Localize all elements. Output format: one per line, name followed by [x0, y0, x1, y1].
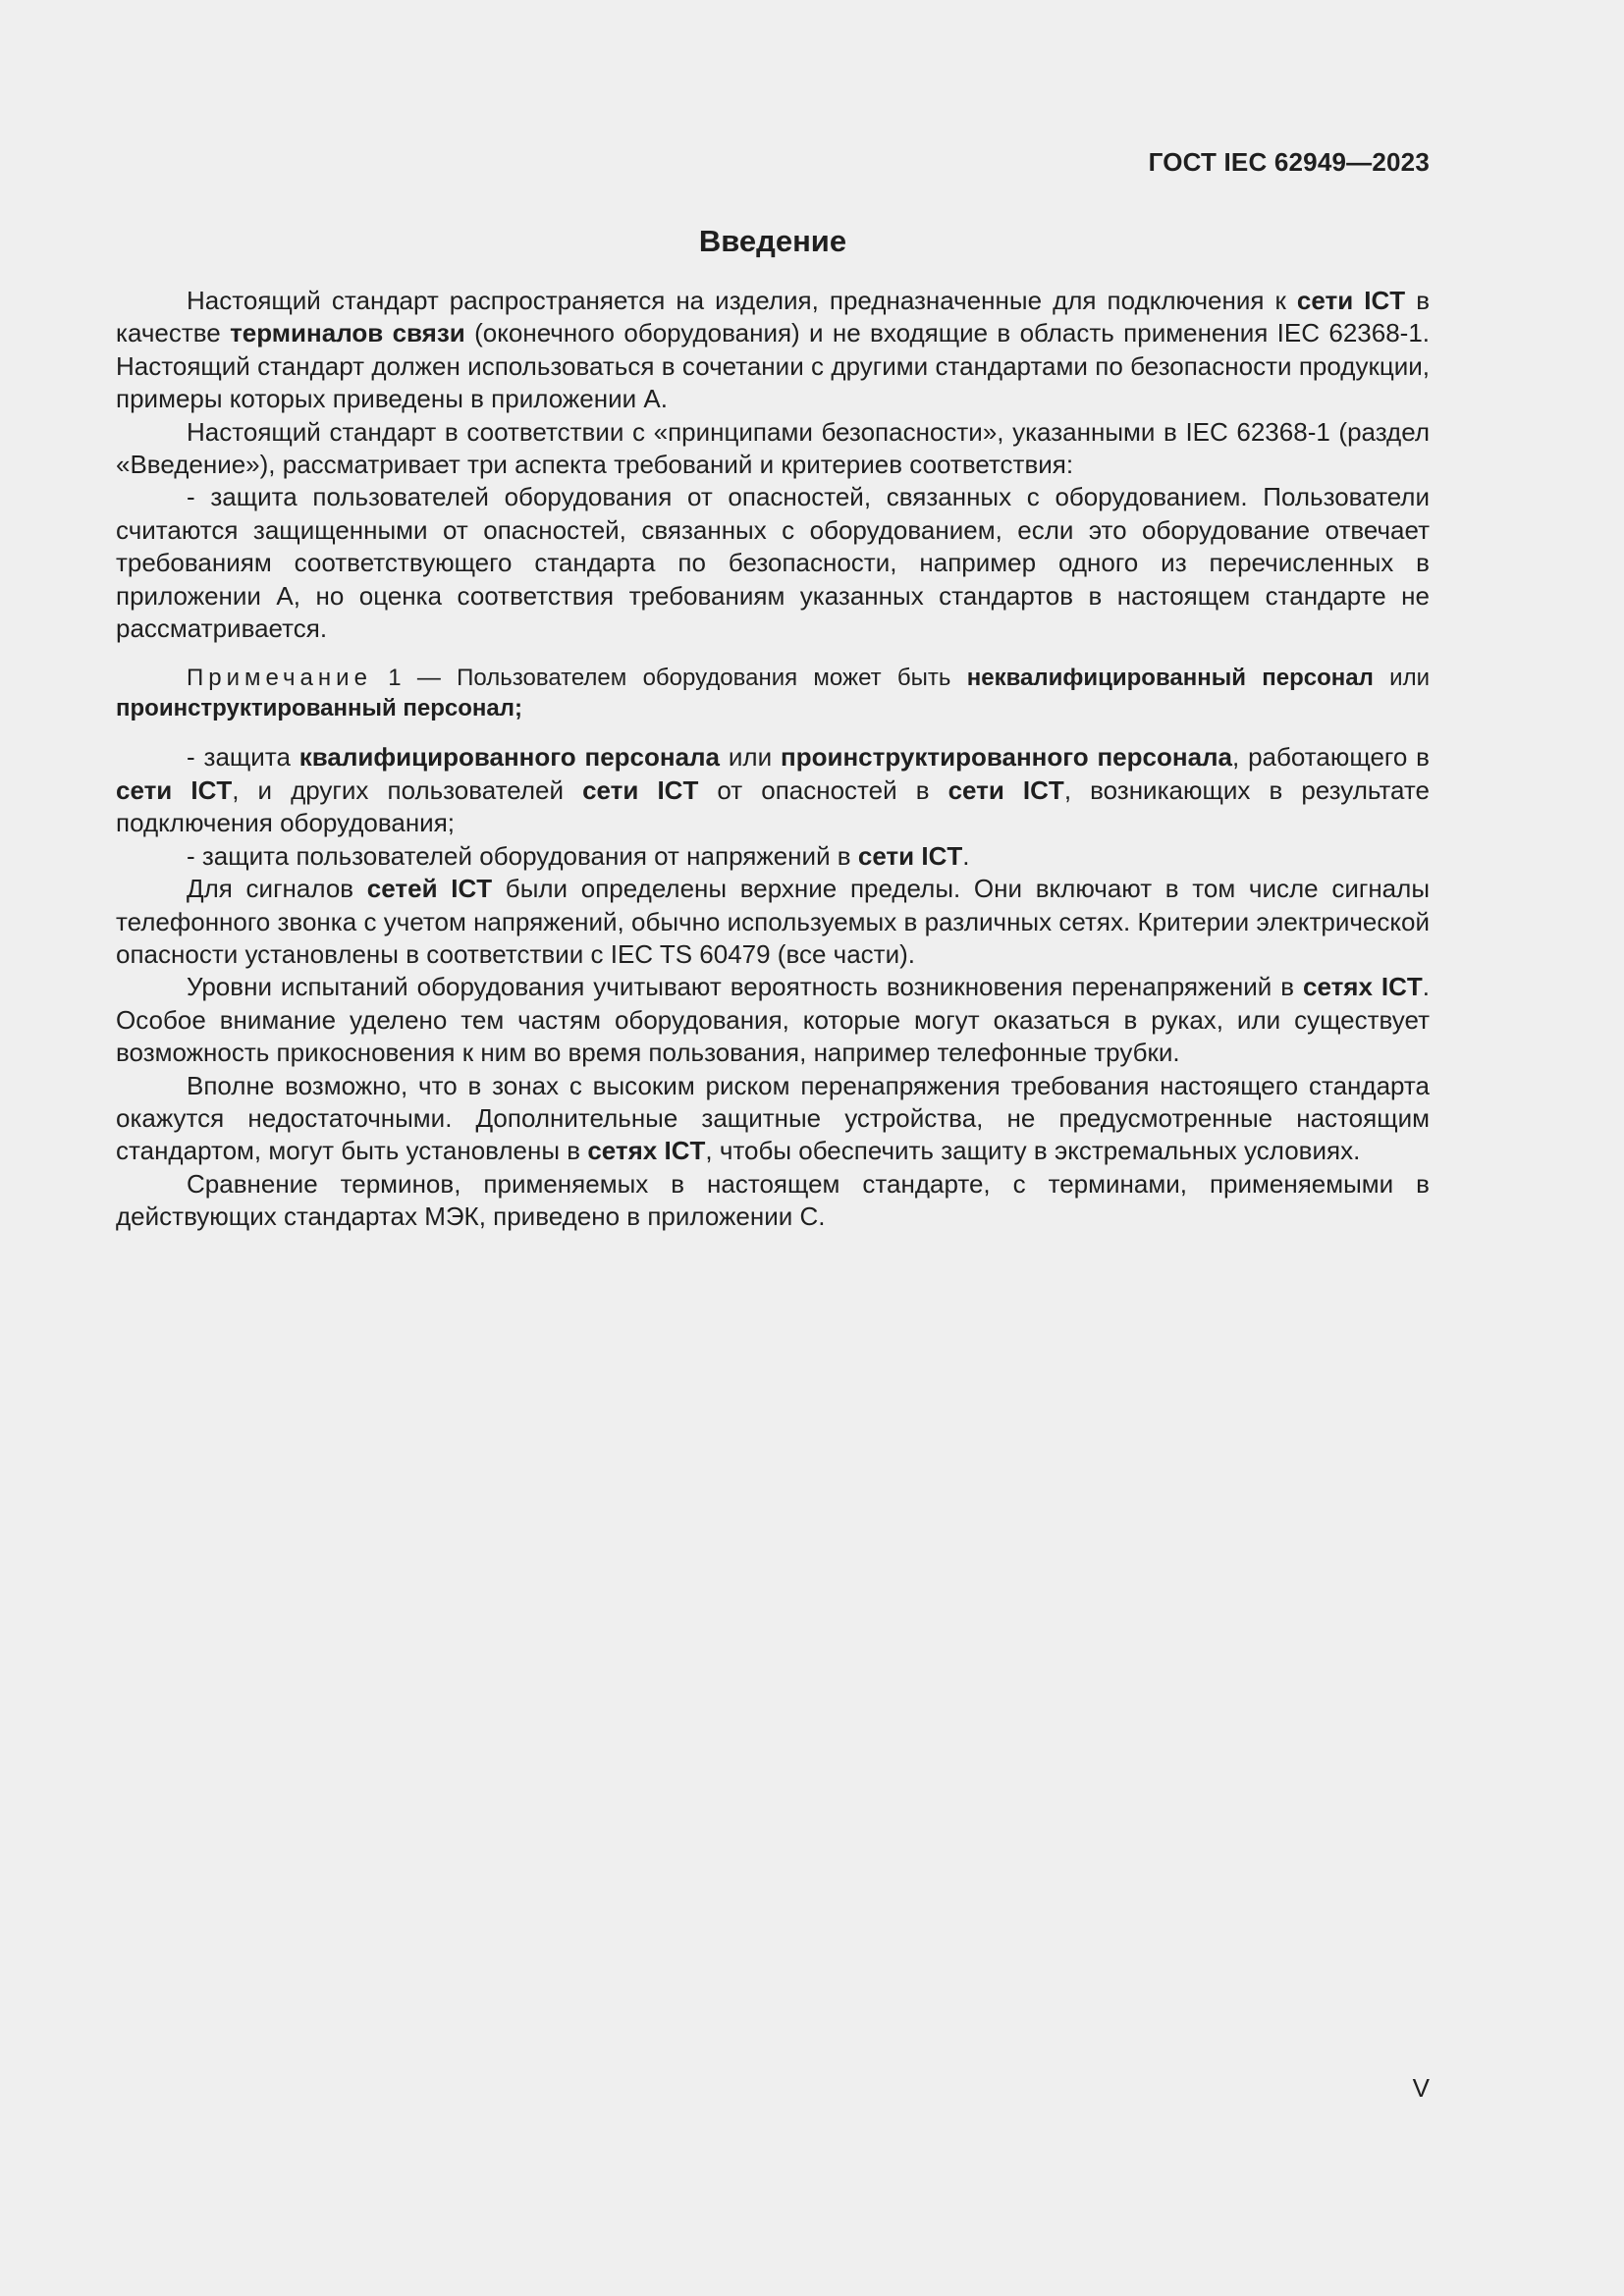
term-instructed-person: проинструктированный персонал; — [116, 695, 522, 722]
text-run: Уровни испытаний оборудования учитывают вероятность возникновения перенапряжений в — [187, 972, 1303, 1002]
text-run: - защита — [187, 742, 299, 773]
list-item-voltage-protection — [116, 840, 1430, 873]
list-item-personnel-protection — [116, 741, 1430, 839]
term-skilled-person: квалифицированного персонала — [298, 742, 721, 773]
text-run: 1 — Пользователем оборудования может быть — [371, 665, 967, 692]
term-ict-network: сети ICT — [582, 774, 699, 805]
term-communication-terminals: терминалов связи — [230, 318, 465, 348]
paragraph-high-risk-zones — [116, 1070, 1430, 1168]
text-run: , работающего в — [1232, 742, 1430, 773]
text-run: - защита пользователей оборудования от напряжений в — [187, 840, 858, 871]
section-title: Введение — [698, 224, 847, 258]
term-ict-network: сети ICT — [1296, 286, 1406, 315]
paragraph-signal-limits — [116, 873, 1430, 971]
text-run: - защита пользователей оборудования от опасностей, связанных с оборудованием. Пользователи считаются защищенными от опасностей, связанных с оборудованием, если это оборудование отвечает требованиям соответствующего стандарта по безопасности, например одного из перечисленных в приложении А, но оценка соответствия требованиям указанных стандартов в настоящем стандарте не рассматривается. — [116, 482, 1430, 644]
term-ict-network: сети ICT — [857, 840, 963, 871]
term-ict-network: сети ICT — [116, 774, 233, 805]
page-number: V — [1412, 2073, 1430, 2103]
text-run: , чтобы обеспечить защиту в экстремальных условиях. — [705, 1136, 1361, 1166]
text-run: были определены верхние пределы. Они включают в том числе сигналы телефонного звонка с учетом напряжений, обычно используемых в различных сетях. Критерии электрической опасности установлены в соответствии с IEC TS 60479 (все части). — [116, 874, 1431, 969]
text-run: или — [1373, 665, 1430, 692]
text-run: , возникающих в результате подключения оборудования; — [116, 774, 1430, 838]
paragraph-scope — [116, 285, 1430, 416]
introduction-body — [116, 285, 1430, 1234]
text-run: (оконечного оборудования) и не входящие в область применения IEC 62368-1. Настоящий стандарт должен использоваться в сочетании с другими стандартами по безопасности продукции, примеры которых приведены в приложении А. — [116, 318, 1431, 414]
term-ict-networks: сетей ICT — [366, 874, 493, 904]
text-run: от опасностей в — [698, 774, 948, 805]
text-run: Для сигналов — [187, 874, 367, 904]
text-run: Настоящий стандарт в соответствии с «принципами безопасности», указанными в IEC 62368-1 (раздел «Введение»), рассматривает три аспекта требований и критериев соответствия: — [116, 416, 1430, 480]
term-ict-network: сети ICT — [947, 774, 1064, 805]
text-run: Вполне возможно, что в зонах с высоким риском перенапряжения требования настоящего стандарта окажутся недостаточными. Дополнительные защитные устройства, не предусмотренные настоящим стандартом, могут быть установлены в — [116, 1070, 1430, 1166]
text-run: или — [720, 742, 781, 773]
term-ict-networks: сетях ICT — [587, 1136, 706, 1166]
text-run: . Особое внимание уделено тем частям оборудования, которые могут оказаться в руках, или существует возможность прикосновения к ним во время пользования, например телефонные трубки. — [116, 972, 1431, 1068]
paragraph-terms-comparison — [116, 1168, 1430, 1234]
list-item-user-protection — [116, 481, 1430, 645]
text-run: , и других пользователей — [232, 774, 583, 805]
text-run: . — [962, 840, 970, 871]
paragraph-test-levels — [116, 971, 1430, 1069]
term-unskilled-person: неквалифицированный персонал — [966, 665, 1374, 692]
document-code: ГОСТ IEC 62949—2023 — [1148, 147, 1430, 177]
text-run: Сравнение терминов, применяемых в настоящем стандарте, с терминами, применяемыми в действующих стандартах МЭК, приведено в приложении С. — [116, 1168, 1430, 1232]
term-instructed-person: проинструктированного персонала — [781, 742, 1232, 773]
text-run: в качестве — [116, 286, 1431, 348]
note-1 — [116, 663, 1430, 723]
note-label: Примечание — [187, 665, 372, 692]
paragraph-safety-principles — [116, 416, 1430, 482]
text-run: Настоящий стандарт распространяется на изделия, предназначенные для подключения к — [187, 286, 1297, 315]
term-ict-networks: сетях ICT — [1303, 972, 1423, 1002]
